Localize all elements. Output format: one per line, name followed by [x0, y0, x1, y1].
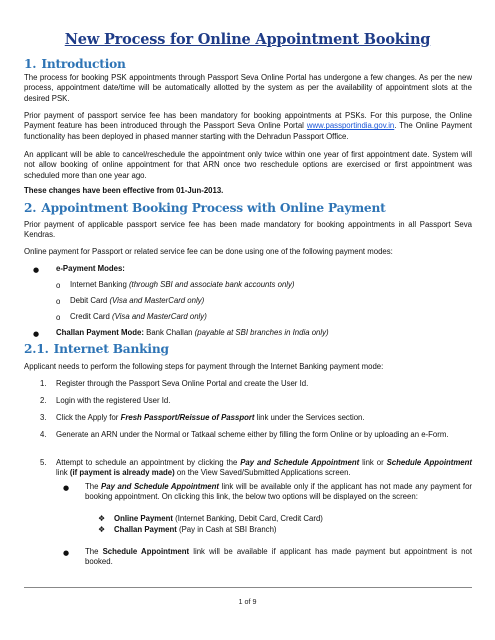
- bullet-icon: ●: [63, 549, 70, 557]
- option-name: Online Payment: [114, 514, 173, 523]
- step-number: 3.: [40, 413, 47, 422]
- text-run: . The Online Payment functionality has been deployed in phased manner starting with the Dehradun Passport Office.: [24, 121, 472, 141]
- bullet-icon: ●: [63, 484, 70, 492]
- mode-name: Credit Card: [70, 312, 113, 321]
- step-number: 4.: [40, 430, 47, 439]
- diamond-bullet-icon: ❖: [98, 514, 106, 523]
- passport-portal-link[interactable]: www.passportindia.gov.in: [306, 121, 395, 131]
- sub-bullet-icon: o: [56, 297, 61, 306]
- section-number: 2.: [24, 201, 37, 215]
- text-run: Click the Apply for: [56, 413, 121, 422]
- step-text: Login with the registered User Id.: [56, 396, 171, 405]
- option-note: (Pay in Cash at SBI Branch): [176, 525, 277, 534]
- fresh-passport-link-name: Fresh Passport/Reissue of Passport: [120, 413, 255, 422]
- paragraph: The process for booking PSK appointments through Passport Seva Online Portal has undergone a few changes. As per the new process, appointment date/time will be automatically allotted by the system as per the availability of appointment slots at the desired PSK.: [24, 73, 472, 103]
- schedule-link-name: Schedule Appointment: [102, 547, 190, 556]
- sub-bullet-icon: o: [56, 313, 61, 322]
- text-run: The: [85, 482, 102, 491]
- payment-mode-item: [70, 312, 207, 322]
- challan-text: Bank Challan: [143, 328, 195, 337]
- mode-note: (Visa and MasterCard only): [109, 296, 205, 305]
- page-number: 1 of 9: [238, 597, 257, 606]
- text-run: The: [85, 547, 103, 556]
- step-number: 2.: [40, 396, 47, 405]
- section-2-heading: [24, 201, 386, 215]
- option-name: Challan Payment: [114, 525, 177, 534]
- text-run: link under the Services section.: [254, 413, 365, 422]
- text-run: on the View Saved/Submitted Applications screen.: [174, 468, 351, 478]
- mode-name: Debit Card: [70, 296, 110, 305]
- option-note: (Internet Banking, Debit Card, Credit Card): [172, 514, 323, 523]
- text-run: (if payment is already made): [69, 468, 175, 478]
- step-text: Generate an ARN under the Normal or Tatkaal scheme either by filling the form Online or by uploading an e-Form.: [56, 430, 449, 439]
- paragraph: Prior payment of applicable passport service fee has been made mandatory for booking appointments in all Passport Seva Kendras.: [24, 220, 472, 240]
- pay-schedule-link-name: Pay and Schedule Appointment: [240, 458, 360, 467]
- note-text: [85, 482, 472, 503]
- payment-mode-item: [70, 280, 295, 290]
- bullet-icon: ●: [33, 330, 40, 338]
- step-text: Register through the Passport Seva Online Portal and create the User Id.: [56, 379, 309, 388]
- text-run: link will be available only if the applicant has not made any payment for booking appointment. On clicking this link, the below two options will be displayed on the screen:: [85, 482, 472, 502]
- note-text: [85, 547, 472, 568]
- challan-label: Challan Payment Mode:: [56, 328, 144, 337]
- text-run: link will be available if applicant has made payment but appointment is not booked.: [85, 547, 472, 567]
- diamond-bullet-icon: ❖: [98, 525, 106, 534]
- section-title: Internet Banking: [53, 342, 169, 356]
- pay-schedule-link-name: Pay and Schedule Appointment: [101, 482, 219, 491]
- section-2-1-heading: [24, 342, 169, 356]
- challan-note: (payable at SBI branches in India only): [194, 328, 329, 337]
- section-1-heading: [24, 57, 126, 71]
- step-number: 5.: [40, 458, 47, 467]
- mode-name: Internet Banking: [70, 280, 129, 289]
- epayment-label: e-Payment Modes:: [56, 264, 125, 273]
- text-run: link: [56, 468, 70, 478]
- sub-bullet-icon: o: [56, 281, 61, 290]
- section-title: Introduction: [41, 57, 126, 71]
- challan-mode-item: [56, 328, 329, 338]
- step-number: 1.: [40, 379, 47, 388]
- payment-mode-item: [70, 296, 204, 306]
- text-run: link or: [359, 458, 387, 467]
- option-item: [114, 514, 323, 524]
- section-number: 2.1.: [24, 342, 49, 356]
- bullet-icon: ●: [33, 266, 40, 274]
- step-text: [56, 413, 472, 423]
- mode-note: (through SBI and associate bank accounts only): [128, 280, 295, 289]
- effective-date-note: These changes have been effective from 01-Jun-2013.: [24, 186, 224, 195]
- mode-note: (Visa and MasterCard only): [112, 312, 207, 321]
- step-text: [56, 458, 472, 479]
- paragraph: Applicant needs to perform the following steps for payment through the Internet Banking payment mode:: [24, 362, 384, 371]
- paragraph: An applicant will be able to cancel/reschedule the appointment only twice within one year of first appointment date. System will not allow booking of online appointment for that ARN once two reschedule options are exercised or first appointment was scheduled more than one year ago.: [24, 150, 472, 180]
- section-title: Appointment Booking Process with Online Payment: [41, 201, 386, 215]
- text-run: Prior payment of passport service fee has been mandatory for booking appointments at PSKs. For this purpose, the Online Payment feature has been introduced through the Passport Seva Online Portal: [24, 111, 472, 131]
- footer-divider: [24, 587, 472, 588]
- text-run: Attempt to schedule an appointment by clicking the: [56, 458, 241, 467]
- paragraph: [24, 111, 472, 142]
- paragraph: Online payment for Passport or related service fee can be done using one of the following payment modes:: [24, 247, 393, 256]
- section-number: 1.: [24, 57, 37, 71]
- document-title: New Process for Online Appointment Booking: [64, 31, 431, 48]
- option-item: [114, 525, 277, 535]
- schedule-link-name: Schedule Appointment: [386, 458, 472, 467]
